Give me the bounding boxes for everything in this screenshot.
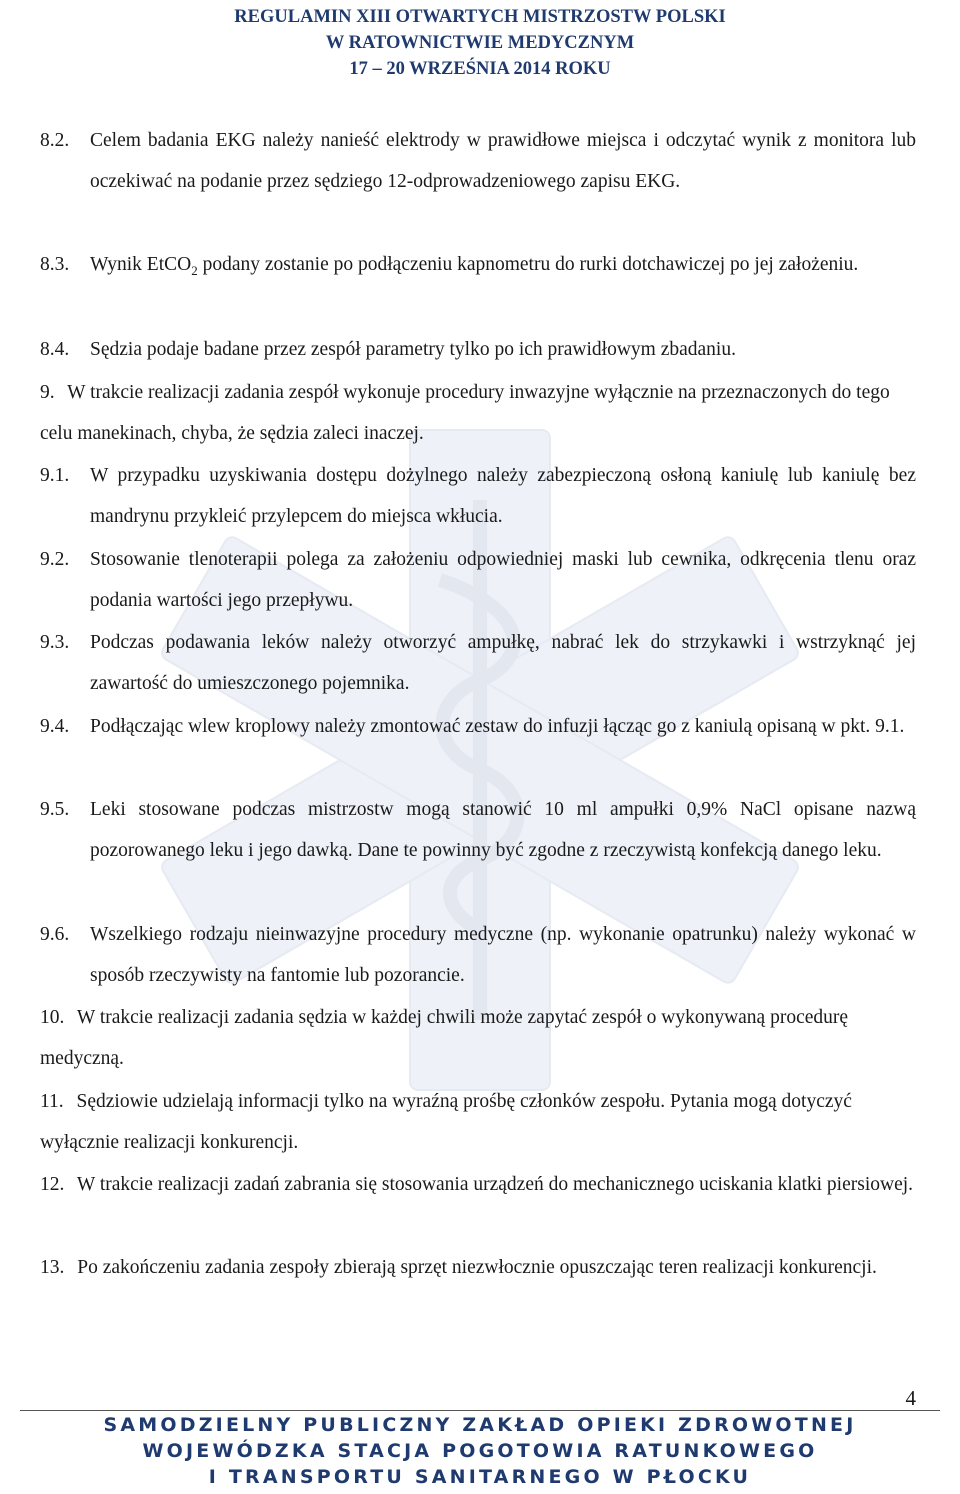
list-item: [40, 372, 916, 454]
item-number: 8.2.: [40, 130, 70, 151]
header-line-3: 17 – 20 WRZEŚNIA 2014 ROKU: [349, 59, 611, 79]
item-text: W przypadku uzyskiwania dostępu dożylnego należy zabezpieczoną osłoną kaniulę lub kaniulę bez mandrynu przykleić przylepcem do miejsca wkłucia.: [90, 465, 916, 527]
footer-line-1: SAMODZIELNY PUBLICZNY ZAKŁAD OPIEKI ZDROWOTNEJ: [103, 1414, 857, 1436]
list-item: [40, 706, 916, 747]
item-number: 9.: [40, 382, 55, 403]
item-number: 9.1.: [40, 465, 70, 486]
list-item: [40, 1164, 916, 1205]
item-number: 9.2.: [40, 549, 70, 570]
list-item: [40, 622, 916, 704]
page-footer: [0, 1412, 960, 1490]
list-item: [40, 244, 916, 291]
list-item: [40, 1247, 916, 1288]
item-text: Celem badania EKG należy nanieść elektrody w prawidłowe miejsca i odczytać wynik z monitora lub oczekiwać na podanie przez sędziego 12-odprowadzeniowego zapisu EKG.: [90, 130, 916, 192]
item-text: Leki stosowane podczas mistrzostw mogą stanowić 10 ml ampułki 0,9% NaCl opisane nazwą pozorowanego leku i jego dawką. Dane te powinny być zgodne z rzeczywistą konfekcją danego leku.: [90, 799, 916, 861]
list-item: [40, 539, 916, 621]
list-item: [40, 455, 916, 537]
list-item: [40, 120, 916, 202]
item-number: 9.3.: [40, 632, 70, 653]
page-number: 4: [905, 1386, 916, 1410]
item-text: W trakcie realizacji zadania sędzia w każdej chwili może zapytać zespół o wykonywaną procedurę medyczną.: [40, 1007, 849, 1069]
list-item: [40, 1081, 916, 1163]
item-text: Sędzia podaje badane przez zespół parametry tylko po ich prawidłowym zbadaniu.: [90, 339, 736, 360]
header-line-2: W RATOWNICTWIE MEDYCZNYM: [325, 33, 635, 53]
item-text: Sędziowie udzielają informacji tylko na wyraźną prośbę członków zespołu. Pytania mogą dotyczyć wyłącznie realizacji konkurencji.: [40, 1091, 852, 1153]
item-text: Stosowanie tlenoterapii polega za założeniu odpowiedniej maski lub cewnika, odkręcenia tlenu oraz podania wartości jego przepływu.: [90, 549, 916, 611]
item-number: 9.5.: [40, 799, 70, 820]
item-number: 8.4.: [40, 339, 70, 360]
page-header: [0, 0, 960, 82]
list-item: [40, 329, 916, 370]
item-text: Wynik EtCO$_2$ podany zostanie po podłączeniu kapnometru do rurki dotchawiczej po jej założeniu.: [90, 254, 859, 278]
item-number: 9.4.: [40, 716, 70, 737]
item-number: 8.3.: [40, 254, 70, 275]
list-item: [40, 914, 916, 996]
item-text: Po zakończeniu zadania zespoły zbierają sprzęt niezwłocznie opuszczając teren realizacji konkurencji.: [77, 1257, 877, 1278]
list-item: [40, 997, 916, 1079]
item-text: Wszelkiego rodzaju nieinwazyjne procedury medyczne (np. wykonanie opatrunku) należy wykonać w sposób rzeczywisty na fantomie lub pozorancie.: [90, 924, 916, 986]
item-text: W trakcie realizacji zadania zespół wykonuje procedury inwazyjne wyłącznie na przeznaczonych do tego celu manekinach, chyba, że sędzia zaleci inaczej.: [40, 382, 890, 444]
footer-line-3: I TRANSPORTU SANITARNEGO W PŁOCKU: [208, 1466, 752, 1488]
list-item: [40, 789, 916, 871]
item-number: 9.6.: [40, 924, 70, 945]
item-text: Podłączając wlew kroplowy należy zmontować zestaw do infuzji łącząc go z kaniulą opisaną w pkt. 9.1.: [90, 716, 905, 737]
item-text: Podczas podawania leków należy otworzyć ampułkę, nabrać lek do strzykawki i wstrzyknąć jej zawartość do umieszczonego pojemnika.: [90, 632, 916, 694]
item-text: W trakcie realizacji zadań zabrania się stosowania urządzeń do mechanicznego uciskania klatki piersiowej.: [76, 1174, 914, 1195]
item-number: 11.: [40, 1091, 64, 1112]
item-number: 10.: [40, 1007, 65, 1028]
item-number: 13.: [40, 1257, 65, 1278]
footer-line-2: WOJEWÓDZKA STACJA POGOTOWIA RATUNKOWEGO: [142, 1440, 818, 1462]
item-number: 12.: [40, 1174, 65, 1195]
header-line-1: REGULAMIN XIII OTWARTYCH MISTRZOSTW POLSKI: [234, 7, 726, 27]
footer-divider: [20, 1410, 940, 1411]
